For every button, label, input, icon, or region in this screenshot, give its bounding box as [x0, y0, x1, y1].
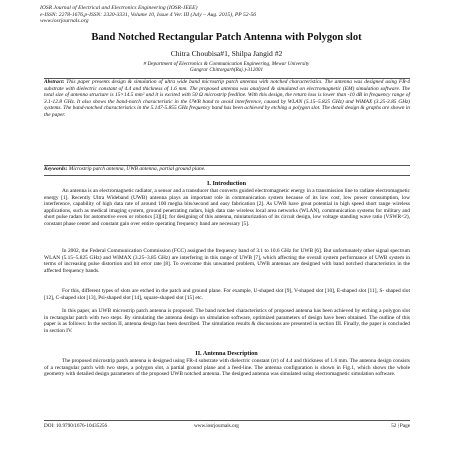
abstract	[44, 78, 410, 166]
section-heading-antenna-description: II. Antenna Description	[195, 350, 258, 357]
footer-divider	[44, 420, 410, 421]
intro-paragraph-2: In 2002, the Federal Communication Commission (FCC) assigned the frequency band of 3.1 to 10.6 GHz for UWB [6]. But unfortunately other signal spectrum WLAN (5.15–5.825 GHz) and WiMAX (3.25–3.85 GHz) are interfering in this range of UWB [7], which affecting the overall system performance of UWB system in terms of increasing pulse distortion and bit error rate [8]. To overcome this unwanted problem, UWB antennas are designed with band notched characteristics in the affected frequency bands.	[44, 248, 410, 274]
intro-paragraph-4: In this paper, an UWB microstrip patch antenna is proposed. The band notched characteristics of proposed antenna has been achieved by etching a polygon slot in rectangular patch with two steps. By simulating the antenna design on simulation software, optimized parameters of design have been obtained. The outline of this paper is as follows: In the section II, antenna design has been described. The simulation results & discussions are presented in section III. Finally, the paper is concluded in section IV.	[44, 308, 410, 334]
footer-doi[interactable]: DOI: 10.9790/1676-10435256	[44, 423, 108, 429]
keywords	[44, 166, 410, 173]
intro-paragraph-1: An antenna is an electromagnetic radiator, a sensor and a transducer that converts guided electromagnetic energy in a transmission line to radiate electromagnetic energy [1]. Recently Ultra Wideband (UWB) antenna plays an important role in communication system because of its low cost, low power consumption, low interference, capability of high data rate of around 100 megha bits/second and easy fabrication [2]. As UWB have great potential in high speed short range wireless applications, such as medical imaging system, ground penetrating radars, high data rate wireless local area networks (WLAN), communication systems for military and short pulse radars for automotive even or robotics [3][4]; for designing of this antenna, miniaturization of its circuit design, low voltage standing wave ratio (VSWR<2), constant phase center and constant gain over entire operating frequency band are necessary [5].	[44, 188, 410, 227]
antenna-description-paragraph: The proposed microstrip patch antenna is designed using FR-4 substrate with dielectric constant (εr) of 4.4 and thickness of 1.6 mm. The antenna design consists of a rectangular patch with two steps, a polygon slot, a partial ground plane and a feed-line. The antenna configuration is shown in Fig.1, which shows the whole geometry with detailed design parameters of the proposed UWB notched antenna. The designed antenna was simulated using electromagnetic simulation software.	[44, 358, 410, 378]
intro-paragraph-3: For this, different types of slots are etched in the patch and ground plane. For example, U-shaped slot [9], V-shaped slot [10], E-shaped slot [11], S- shaped slot [12], C-shaped slot [13], Psi-shaped slot [14], square-shaped slot [15] etc.	[44, 288, 410, 301]
affiliation-line-1: # Department of Electronics & Communication Engineering, Mewar University	[143, 61, 310, 67]
abstract-label: Abstract:	[44, 79, 65, 85]
footer-website[interactable]: www.iosrjournals.org	[194, 423, 239, 429]
author-affiliation	[0, 61, 453, 74]
footer-page-number: 52 | Page	[391, 423, 410, 429]
keywords-label: Keywords:	[44, 166, 68, 172]
journal-issn: e-ISSN: 2278-1676,p-ISSN: 2320-3331, Volume 10, Issue 4 Ver. III (July – Aug. 2015), PP 52-56	[40, 11, 257, 18]
paper-authors: Chitra Choubisa#1, Shilpa Jangid #2	[170, 49, 283, 58]
section-heading-introduction: I. Introduction	[206, 180, 247, 187]
keywords-divider	[44, 175, 410, 176]
journal-website[interactable]: www.iosrjournals.org	[40, 18, 89, 25]
journal-header	[40, 5, 420, 25]
keywords-text: Microstrip patch antenna, UWB antenna, partial ground plane.	[67, 166, 206, 172]
abstract-text: This paper presents design & simulation of ultra wide band microstrip patch antenna with notched characteristics. The antenna was designed using FR-4 substrate with dielectric constant of 4.4 and thickness of 1.6 mm. The proposed antenna was analyzed & simulated on electromagnetic (EM) simulation software. The total size of antenna structure is 15×14.5 mm² and it is excited with 50 Ω microstrip feedline. With this design, the return loss is lower than -10 dB in frequency range of 3.1-12.8 GHz. It also shows the band-notch characteristic in the UWB band to avoid interference, caused by WLAN (5.15–5.825 GHz) and WiMAX (3.25-3.85 GHz) systems. The band-notched characteristics in the 5.147-5.855 GHz frequency band has been achieved by etching a polygon slot. The detail design & graphs are shown in the paper.	[44, 79, 410, 118]
journal-name: IOSR Journal of Electrical and Electronics Engineering (IOSR-JEEE)	[40, 5, 198, 11]
affiliation-line-2: Gangrar Chittorgarh(Raj.)-312001	[189, 67, 264, 74]
paper-title: Band Notched Rectangular Patch Antenna with Polygon slot	[91, 32, 362, 43]
